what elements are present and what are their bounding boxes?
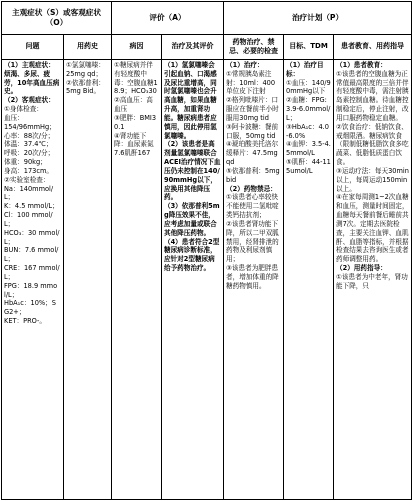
cell-line: ②饮食治疗：低钠饮食、戒烟限酒。糖尿病饮食（限制低糖低脂饮食多吃蔬菜、低脂低质蛋白饮食。	[336, 122, 409, 167]
cell-line: （1）氢氯噻嗪会引起血钠、口渴感及尿比重增高，同时氢氯噻嗪也会升高血糖，如果血糖升高，加重肾功能。糖尿病患者应慎用，因此停用氢氯噻嗪。	[164, 61, 217, 140]
cell-line: BUN：7.6 mmol/L；	[4, 246, 59, 264]
cell-line: 身高：173cm。	[4, 166, 54, 175]
cell-line: HbA₁c：10%；SG2+；	[4, 299, 56, 317]
cell-medication-history	[64, 60, 112, 500]
cell-line: 体重：90kg；	[4, 158, 47, 167]
header-plan: 治疗计划（P）	[224, 2, 412, 35]
cell-line: ①常规胰岛素注射：10ml：400单位皮下注射	[226, 69, 276, 96]
cell-line: 心率：88次/分；	[4, 131, 55, 140]
cell-line: ①该患者为中老年，肾功能下降，只	[336, 272, 408, 290]
cell-line: ⑤依那普利：5mg bid	[226, 166, 280, 184]
cell-line: KET：PRO-。	[4, 317, 47, 326]
cell-goal	[284, 60, 334, 500]
cell-line: ③阿卡波糖：餐前口服，50mg tid	[226, 122, 279, 140]
subheader-row	[2, 35, 412, 60]
content-row	[2, 60, 412, 500]
cell-line: ①氯氯噻嗪：25mg qd；	[66, 61, 105, 78]
cell-line: ①糖尿病并伴有轻度酸中毒：空腹血糖18.9；HCO₃30	[114, 61, 158, 96]
cell-line: ④肾功能下降：血尿素氮7.6肌酐167	[114, 131, 154, 158]
cell-line: （2）该患者是高剂量氢氯噻嗪联合ACEI治疗情况下血压仍未控制在140/90mmHg以下，应换用其他降压药。	[164, 140, 221, 202]
cell-line: （2）客观症状：	[4, 96, 55, 105]
cell-line: ②依那普利：5mg Bid。	[66, 78, 105, 96]
cell-line: 154/96mmHg；	[4, 122, 56, 131]
cell-line: HCO₃：30 mmol/L；	[4, 228, 60, 246]
cell-line: （1）治疗目标：	[286, 61, 324, 78]
cell-line: ①该患者的空腹血糖为正常值最高限度的三倍并伴有轻度酸中毒，需注射胰岛素控制血糖。待血糖控制稳定后，停止注射，改用口服药物稳定血糖。	[336, 69, 409, 122]
cell-line: ③HbA₁c：4.0-6.0%	[286, 122, 329, 140]
cell-line: FPG：18.9 mmol/L；	[4, 281, 58, 299]
cell-line: 体温：37.4℃；	[4, 140, 53, 149]
subheader-medication-history: 用药史	[64, 35, 112, 60]
cell-line: （4）患者符合2型糖尿病诊断标准，应针对2型糖尿病给予药物治疗。	[164, 237, 220, 273]
cell-line: Cl：100 mmol/L；	[4, 211, 53, 228]
cell-etiology	[112, 60, 162, 500]
header-so: 主观症状（S）或客观症状（O）	[2, 2, 112, 35]
header-row	[2, 2, 412, 35]
cell-line: ①该患者心率较快不能使用二氢吡啶类钙拮抗剂；	[226, 193, 279, 220]
subheader-goal: 目标、TDM	[284, 35, 334, 60]
cell-line: （2）用药指导：	[336, 264, 387, 273]
subheader-problem: 问题	[2, 35, 64, 60]
cell-education	[334, 60, 412, 500]
cell-line: 血压：	[4, 113, 24, 122]
cell-line: ④在家每周测1~2次血糖和血压，测量时间固定，血糖每天餐前餐后睡前共测7次。定期去医院检查，主要关注血钾、血肌酐、血脂等指标，并根据检查结果去咨询医生或者药师调整用药。	[336, 193, 409, 264]
cell-drug-issues	[224, 60, 284, 500]
cell-line: （1）主观症状：烦渴、多尿、疲劳，10年高血压病史。	[4, 61, 60, 96]
cell-line: ②高血压：高血压	[114, 96, 153, 114]
cell-line: ②格列吡嗪片：口服应在餐前半小时服用30mg tid	[226, 96, 279, 122]
cell-line: ③运动疗法：每天30min以上，每周运动150min以上。	[336, 166, 409, 193]
cell-line: （2）药物禁忌：	[226, 184, 277, 193]
cell-line: ①血压：140/90mmHg以下	[286, 78, 331, 96]
subheader-education: 患者教育、用药指导	[334, 35, 412, 60]
cell-line: ②血糖：FPG:3.9-6.0mmol/L；	[286, 96, 331, 122]
cell-line: ②该患者肾功能下降，所以二甲双胍禁用，经肾排泄的药物及利尿剂慎用；	[226, 219, 279, 264]
cell-line: ③该患者为肥胖患者，增加体重的降糖药物慎用。	[226, 264, 279, 290]
cell-treatment-evaluation	[162, 60, 224, 500]
subheader-treatment-evaluation: 治疗及其评价	[162, 35, 224, 60]
cell-line: Na：140mmol/L；	[4, 184, 54, 202]
cell-line: ⑤肌酐：44-115umol/L	[286, 158, 331, 175]
cell-line: ④血钾：3.5-4.5mmol/L	[286, 140, 331, 158]
cell-line: CRE：167 mmol/L；	[4, 264, 60, 281]
cell-line: K：4.5 mmol/L；	[4, 202, 59, 211]
cell-line: ④琥珀酸美托洛尔缓释片：47.5mg qd	[226, 140, 279, 167]
cell-line: （3）依那普利5mg降压效果不佳，应考虑加量或联合其他降压药物。	[164, 202, 220, 237]
cell-problem	[2, 60, 64, 500]
subheader-etiology: 病因	[112, 35, 162, 60]
cell-line: （1）患者教育：	[336, 61, 387, 69]
soap-table	[1, 1, 412, 500]
subheader-drug-issues: 药物治疗、禁忌、必要的检查	[224, 35, 284, 60]
cell-line: ③肥胖：BMI30.1	[114, 113, 157, 131]
cell-line: （1）治疗：	[226, 61, 264, 69]
cell-line: ②实验室检查：	[4, 175, 50, 184]
cell-line: ①身体检查：	[4, 105, 43, 114]
header-assessment: 评价（A）	[112, 2, 224, 35]
cell-line: 呼吸：20次/分；	[4, 149, 55, 158]
